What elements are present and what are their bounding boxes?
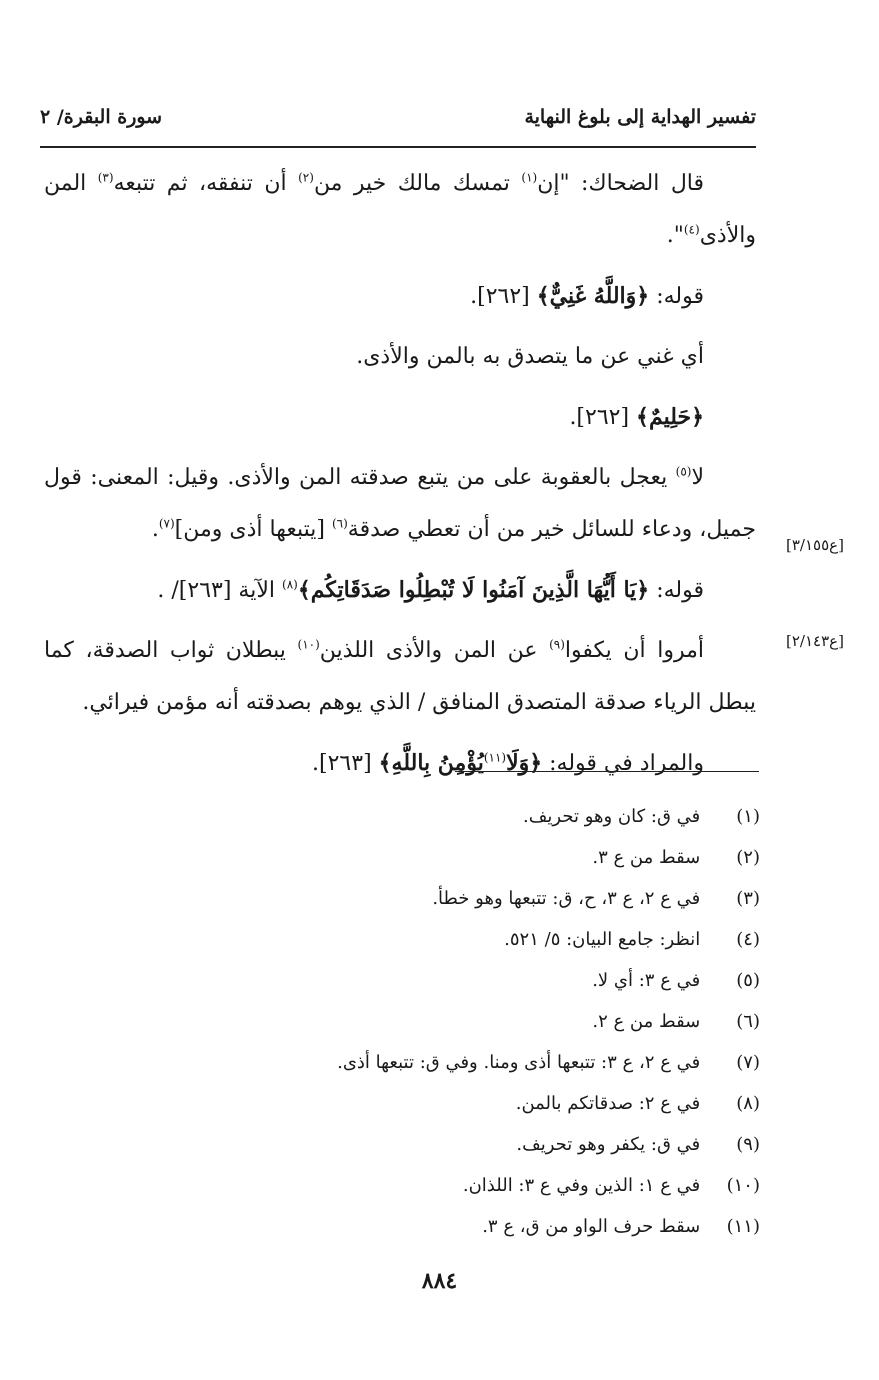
quran-verse: ﴿وَلَا [506, 750, 543, 776]
paragraph-1: قال الضحاك: "إن$^{(١)}$ تمسك مالك خير من$^{(٢)}$ أن تنفقه، ثم تتبعه$^{(٣)}$ المن والأذى$^{(٤)}$". [44, 170, 756, 248]
manuscript-ref: [ع٢/١٤٣] [786, 632, 844, 650]
footnote-ref-5: (٥) [675, 464, 692, 479]
paragraph-5: لا$^{(٥)}$ يعجل بالعقوبة على من يتبع صدقته المن والأذى. وقيل: المعنى: قول جميل، ودعاء للسائل خير من أن تعطي صدقة$^{(٦)}$ [يتبعها أذى ومن]$^{(٧)}$. [44, 464, 756, 542]
surah-label: سورة البقرة/ ٢ [40, 106, 163, 128]
footnote-item: (٧) في ع ٢، ع ٣: تتبعها أذى ومنا. وفي ق: تتبعها أذى. [337, 1052, 760, 1073]
footnotes [300, 796, 760, 1247]
footnote-item: (٥) في ع ٣: أي لا. [592, 970, 760, 991]
paragraph-8: والمراد في قوله: ﴿وَلَا$^{(١١)}$يُؤْمِنُ بِاللَّهِ﴾ [٢٦٣]. [312, 750, 704, 776]
quran-verse: ﴿وَاللَّهُ غَنِيٌّ﴾ [536, 283, 650, 309]
footnote-ref-10: (١٠) [297, 637, 320, 652]
header-rule [40, 146, 756, 148]
footnote-item: (٩) في ق: يكفر وهو تحريف. [516, 1134, 760, 1155]
quran-verse: ﴿حَلِيمٌ﴾ [636, 404, 704, 430]
footnote-ref-4: (٤) [683, 222, 700, 237]
footnote-item: (٤) انظر: جامع البيان: ٥/ ٥٢١. [504, 929, 760, 950]
main-text [44, 158, 756, 798]
page-number: ٨٨٤ [421, 1268, 458, 1294]
paragraph-2: قوله: ﴿وَاللَّهُ غَنِيٌّ﴾ [٢٦٢]. [470, 283, 704, 309]
footnote-ref-1: (١) [521, 170, 538, 185]
footnote-item: (٦) سقط من ع ٢. [592, 1011, 760, 1032]
quran-verse: ﴿يَا أَيُّهَا الَّذِينَ آمَنُوا لَا تُبْطِلُوا صَدَقَاتِكُم﴾ [297, 577, 650, 603]
paragraph-4: ﴿حَلِيمٌ﴾ [٢٦٢]. [569, 404, 704, 430]
running-header [40, 102, 756, 138]
footnote-ref-9: (٩) [549, 637, 565, 652]
paragraph-6: قوله: ﴿يَا أَيُّهَا الَّذِينَ آمَنُوا لَا تُبْطِلُوا صَدَقَاتِكُم﴾$^{(٨)}$ الآية [٢٦٣]/ . [157, 577, 704, 603]
manuscript-ref: [ع٣/١٥٥] [786, 536, 844, 554]
footnote-ref-7: (٧) [158, 516, 175, 531]
footnote-ref-8: (٨) [282, 577, 298, 592]
book-title: تفسير الهداية إلى بلوغ النهاية [524, 106, 756, 128]
footnote-item: (٣) في ع ٢، ع ٣، ح، ق: تتبعها وهو خطأ. [432, 888, 760, 909]
footnote-item: (٢) سقط من ع ٣. [592, 847, 760, 868]
paragraph-7: أمروا أن يكفوا$^{(٩)}$ عن المن والأذى اللذين$^{(١٠)}$ يبطلان ثواب الصدقة، كما يبطل الرياء صدقة المتصدق المنافق / الذي يوهم بصدقته أنه مؤمن فيرائي. [44, 637, 756, 715]
paragraph-3: أي غني عن ما يتصدق به بالمن والأذى. [356, 344, 704, 369]
footnote-rule [455, 771, 759, 772]
footnote-item: (١) في ق: كان وهو تحريف. [523, 806, 760, 827]
footnote-ref-3: (٣) [97, 170, 114, 185]
footnote-ref-6: (٦) [331, 516, 348, 531]
footnote-item: (٨) في ع ٢: صدقاتكم بالمن. [515, 1093, 760, 1114]
footnote-ref-11: (١١) [483, 750, 507, 765]
footnote-item: (١٠) في ع ١: الذين وفي ع ٣: اللذان. [462, 1175, 760, 1196]
footnote-ref-2: (٢) [298, 170, 314, 185]
footnote-item: (١١) سقط حرف الواو من ق، ع ٣. [482, 1216, 760, 1237]
